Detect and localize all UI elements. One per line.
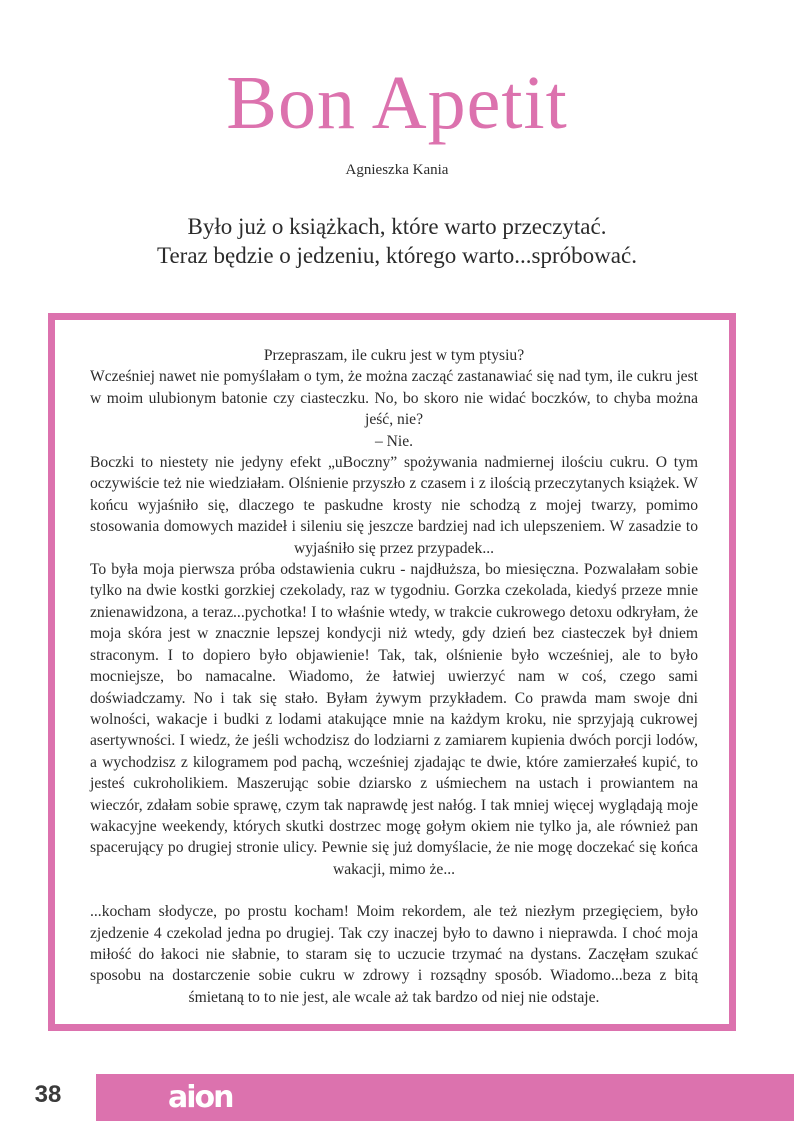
article-body [90,345,698,1008]
author-name: Agnieszka Kania [345,162,449,178]
brand-logo: aion [168,1080,233,1115]
article-paragraph: Wcześniej nawet nie pomyślałam o tym, że można zacząć zastanawiać się nad tym, ile cukru jest w moim ulubionym batonie czy ciasteczku. No, bo skoro nie widać boczków, to chyba można jeść, nie? [90,368,698,429]
article-paragraph: Przepraszam, ile cukru jest w tym ptysiu? [263,347,525,364]
article-paragraph: ...kocham słodycze, po prostu kocham! Moim rekordem, ale też niezłym przegięciem, było zjedzenie 4 czekolad jedna po drugiej. Tak czy inaczej było to dawno i nieprawda. I choć moja miłość do łakoci nie słabnie, to staram się to uczucie trzymać na dystans. Zaczęłam szukać sposobu na dostarczenie sobie cukru w zdrowy i rozsądny sposób. Wiadomo...beza z bitą śmietaną to to nie jest, ale wcale aż tak bardzo od niej nie odstaje. [90,903,698,1006]
article-paragraph: To była moja pierwsza próba odstawienia cukru - najdłuższa, bo miesięczna. Pozwalałam sobie tylko na dwie kostki gorzkiej czekolady, raz w tygodniu. Gorzka czekolada, kiedyś przeze mnie znienawidzona, a teraz...pychotka! I to właśnie wtedy, w trakcie cukrowego detoxu odkryłam, że moja skóra jest w znacznie lepszej kondycji niż wtedy, gdy dzień bez ciasteczek był dniem straconym. I to dopiero było objawienie! Tak, tak, olśnienie było wcześniej, ale to było mocniejsze, bo namacalne. Wiadomo, że łatwiej uwierzyć nam w coś, czego sami doświadczamy. No i tak się stało. Byłam żywym przykładem. Co prawda mam swoje dni wolności, wakacje i budki z lodami atakujące mnie na każdym kroku, nie sprzyjają cukrowej asertywności. I wiedz, że jeśli wchodzisz do lodziarni z zamiarem kupienia dwóch porcji lodów, a wychodzisz z kilogramem pod pachą, wcześniej zjadając te dwie, które zamierzałeś kupić, to jesteś cukroholikiem. Maszerując sobie dziarsko z uśmiechem na ustach i prowiantem na wieczór, zdałam sobie sprawę, czym tak naprawdę jest nałóg. I tak mniej więcej wyglądają moje wakacyjne weekendy, których skutki dostrzec mogę gołym okiem nie tylko ja, ale również pan spacerujący po drugiej stronie ulicy. Pewnie się już domyślacie, że nie mogę doczekać się końca wakacji, mimo że... [90,561,698,878]
lead-line-2: Teraz będzie o jedzeniu, którego warto...spróbować. [157,243,637,268]
lead-text [0,212,794,270]
article-title: Bon Apetit [226,61,568,145]
paragraph-gap [90,880,698,901]
article-paragraph: – Nie. [374,432,414,450]
lead-line-1: Było już o książkach, które warto przeczytać. [187,214,607,239]
article-paragraph: Boczki to niestety nie jedyny efekt „uBoczny” spożywania nadmiernej ilościu cukru. O tym oczywiście też nie wiedziałam. Olśnienie przyszło z czasem i z ilością przeczytanych książek. W końcu wyjaśniło się, dlaczego te paskudne krosty nie schodzą z mojej twarzy, pomimo stosowania domowych mazideł i sileniu się jeszcze bardziej nad ich ulepszeniem. W zasadzie to wyjaśniło się przez przypadek... [90,454,698,557]
page-number: 38 [34,1081,62,1108]
footer-band [96,1074,794,1121]
